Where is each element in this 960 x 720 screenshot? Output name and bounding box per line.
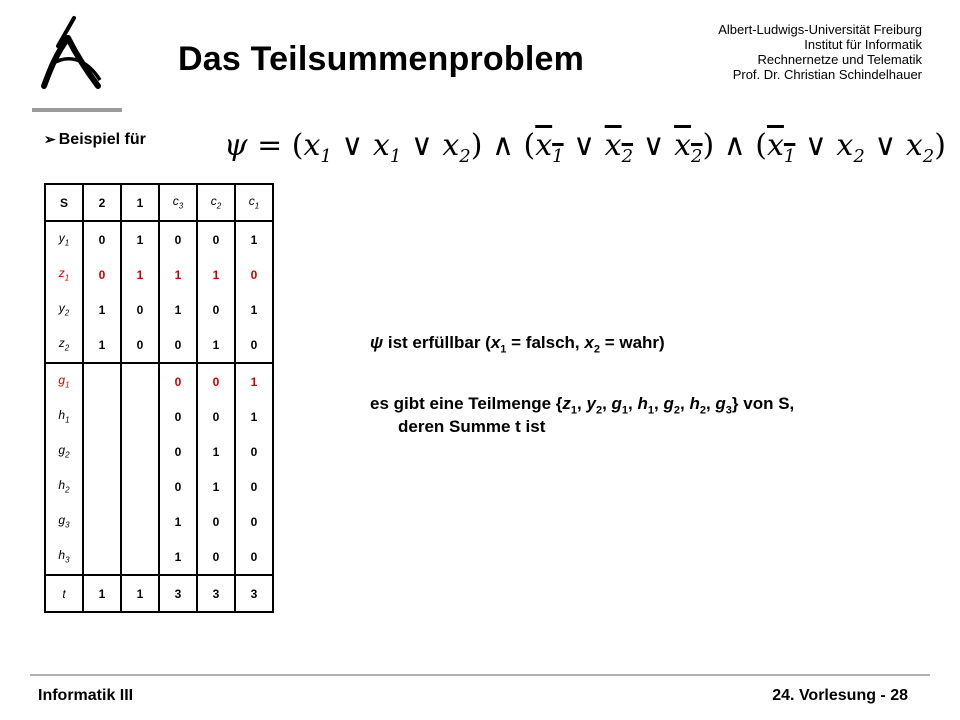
row-label: $g_2$ [45, 434, 83, 469]
table-cell: 0 [235, 469, 273, 504]
row-label: $y_2$ [45, 292, 83, 327]
table-cell: 0 [197, 539, 235, 575]
table-cell: 2 [83, 184, 121, 221]
footer-divider [30, 674, 930, 676]
logo-divider [32, 108, 122, 112]
footer-lecture-page: 24. Vorlesung - 28 [772, 687, 908, 704]
institution-line: Albert-Ludwigs-Universität Freiburg [718, 22, 922, 37]
satisfiable-statement: ψ ist erfüllbar ($x_1$ = falsch, $x_2$ = wahr) [370, 333, 665, 356]
row-label: t [45, 575, 83, 612]
table-cell [121, 504, 159, 539]
table-cell: $c_1$ [235, 184, 273, 221]
table-cell: 1 [159, 539, 197, 575]
table-cell: 3 [197, 575, 235, 612]
table-row [45, 363, 273, 399]
table-cell: 1 [197, 257, 235, 292]
footer-course: Informatik III [38, 687, 134, 704]
table-row [45, 399, 273, 434]
table-cell: 0 [197, 363, 235, 399]
table-cell: 0 [121, 292, 159, 327]
table-row [45, 292, 273, 327]
table-cell: $c_2$ [197, 184, 235, 221]
row-label: $h_3$ [45, 539, 83, 575]
row-label: $z_2$ [45, 327, 83, 363]
institution-line: Institut für Informatik [804, 37, 922, 52]
table-cell: 1 [159, 504, 197, 539]
subset-statement: es gibt eine Teilmenge {$z_1$, $y_2$, $g_1$, $h_1$, $g_2$, $h_2$, $g_3$} von S, [370, 394, 795, 417]
table-row [45, 434, 273, 469]
table-row [45, 257, 273, 292]
table-cell: 0 [159, 434, 197, 469]
table-cell: 1 [159, 257, 197, 292]
row-label: S [45, 184, 83, 221]
subset-statement-continued: deren Summe t ist [398, 417, 546, 436]
institution-line: Prof. Dr. Christian Schindelhauer [732, 67, 922, 82]
table-cell: 0 [197, 504, 235, 539]
table-cell: 0 [83, 257, 121, 292]
bullet-arrow-icon: ➢ [44, 131, 56, 147]
table-cell: 0 [235, 257, 273, 292]
table-cell: 1 [235, 399, 273, 434]
table-cell: 1 [83, 292, 121, 327]
example-bullet [44, 131, 146, 149]
table-row [45, 539, 273, 575]
table-cell: 1 [197, 434, 235, 469]
row-label: $h_1$ [45, 399, 83, 434]
table-cell: 0 [159, 221, 197, 257]
page-title: Das Teilsummenproblem [178, 40, 585, 78]
table-cell [83, 539, 121, 575]
table-cell [83, 469, 121, 504]
table-cell: 0 [159, 327, 197, 363]
table-cell: 0 [197, 399, 235, 434]
table-cell: 1 [121, 575, 159, 612]
row-label: $z_1$ [45, 257, 83, 292]
table-cell: 0 [159, 363, 197, 399]
table-cell: 1 [235, 221, 273, 257]
table-cell [121, 469, 159, 504]
table-cell: 1 [235, 292, 273, 327]
table-cell [121, 539, 159, 575]
table-cell: 1 [197, 327, 235, 363]
table-cell: 0 [121, 327, 159, 363]
table-cell: 1 [121, 221, 159, 257]
subset-sum-table [44, 183, 274, 613]
institution-line: Rechnernetze und Telematik [757, 52, 922, 67]
table-row [45, 575, 273, 612]
table-cell [121, 399, 159, 434]
table-cell: 1 [83, 327, 121, 363]
table-cell: 1 [159, 292, 197, 327]
table-cell: 1 [235, 363, 273, 399]
row-label: $g_1$ [45, 363, 83, 399]
institution-block [718, 22, 922, 82]
table-cell [121, 363, 159, 399]
university-logo [28, 10, 124, 106]
table-cell: 1 [121, 257, 159, 292]
table-cell: 0 [197, 221, 235, 257]
table-row [45, 221, 273, 257]
table-cell: 0 [159, 399, 197, 434]
table-cell: 1 [121, 184, 159, 221]
table-row [45, 469, 273, 504]
table-row [45, 184, 273, 221]
table-cell: 0 [235, 327, 273, 363]
row-label: $y_1$ [45, 221, 83, 257]
table-cell: $c_3$ [159, 184, 197, 221]
table-row [45, 327, 273, 363]
table-cell [83, 434, 121, 469]
table-cell: 0 [235, 539, 273, 575]
row-label: $h_2$ [45, 469, 83, 504]
table-cell [83, 504, 121, 539]
table-cell: 1 [197, 469, 235, 504]
table-cell: 0 [159, 469, 197, 504]
bullet-label: Beispiel für [58, 131, 146, 148]
table-cell: 0 [235, 434, 273, 469]
table-cell [121, 434, 159, 469]
boolean-formula: $\psi = (x_1$ ∨ $x_1$ ∨ $x_2$) ∧ ($x_1$ ∨ $x_2$ ∨ $x_2$) ∧ ($x_1$ ∨ $x_2$ ∨ $x_2$) [224, 128, 946, 167]
table-cell [83, 399, 121, 434]
table-cell [83, 363, 121, 399]
table-cell: 0 [197, 292, 235, 327]
table-cell: 0 [83, 221, 121, 257]
table-cell: 3 [235, 575, 273, 612]
table-cell: 1 [83, 575, 121, 612]
row-label: $g_3$ [45, 504, 83, 539]
table-cell: 0 [235, 504, 273, 539]
table-row [45, 504, 273, 539]
table-cell: 3 [159, 575, 197, 612]
